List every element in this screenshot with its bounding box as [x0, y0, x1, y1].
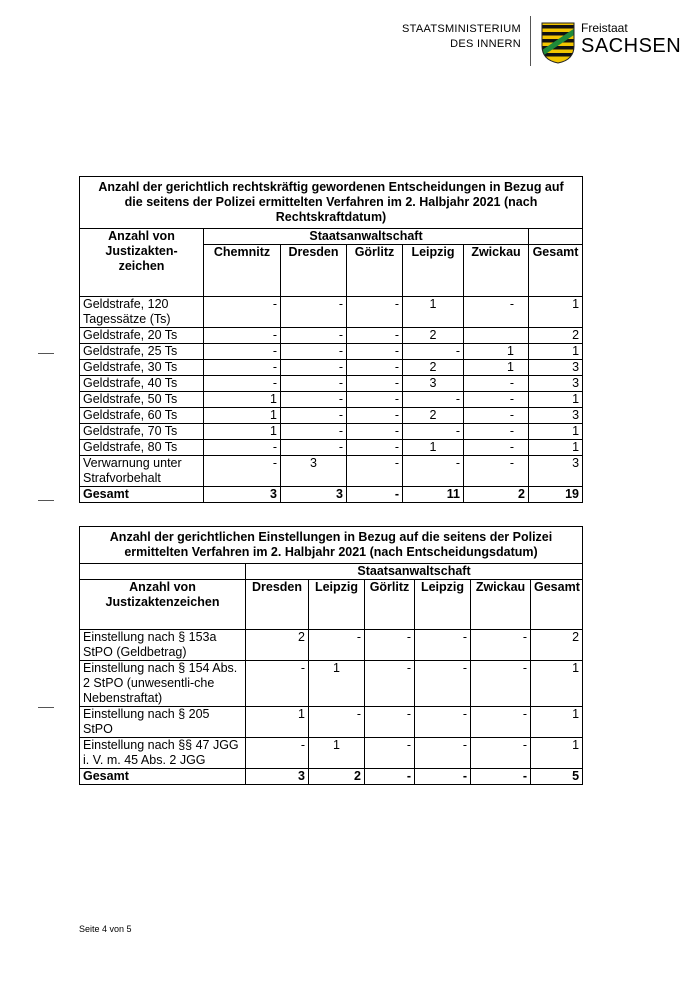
cell-value: -: [365, 738, 415, 769]
cell-value: -: [365, 661, 415, 707]
row-label: Geldstrafe, 120 Tagessätze (Ts): [80, 297, 204, 328]
cell-value: -: [347, 408, 403, 424]
cell-value: -: [403, 344, 464, 360]
total-value: -: [415, 769, 471, 785]
cell-value: 1: [403, 440, 464, 456]
total-value: 2: [464, 487, 529, 503]
cell-value: 1: [309, 661, 365, 707]
cell-value: -: [365, 707, 415, 738]
row-label: Geldstrafe, 25 Ts: [80, 344, 204, 360]
state-line-1: Freistaat: [581, 21, 628, 35]
cell-value: -: [204, 297, 281, 328]
table-row: [80, 328, 583, 344]
cell-value: 1: [531, 738, 583, 769]
cell-value: 2: [531, 630, 583, 661]
cell-value: -: [471, 661, 531, 707]
cell-value: -: [347, 456, 403, 487]
cell-value: 3: [403, 376, 464, 392]
cell-value: -: [365, 630, 415, 661]
column-header: Görlitz: [365, 580, 415, 630]
cell-value: 1: [531, 707, 583, 738]
cell-value: -: [347, 376, 403, 392]
cell-value: -: [347, 328, 403, 344]
margin-mark: [38, 353, 54, 354]
total-value: 3: [246, 769, 309, 785]
total-value: -: [347, 487, 403, 503]
cell-value: 1: [529, 392, 583, 408]
cell-value: -: [281, 440, 347, 456]
cell-value: -: [403, 424, 464, 440]
cell-value: -: [415, 738, 471, 769]
ministry-line-1: STAATSMINISTERIUM: [402, 23, 521, 35]
group-header: Staatsanwaltschaft: [246, 564, 583, 580]
total-row: [80, 769, 583, 785]
cell-value: -: [204, 328, 281, 344]
cell-value: -: [281, 328, 347, 344]
column-header: Dresden: [281, 245, 347, 297]
cell-value: -: [403, 456, 464, 487]
cell-value: 1: [529, 424, 583, 440]
cell-value: -: [471, 707, 531, 738]
cell-value: [464, 328, 529, 344]
cell-value: -: [204, 440, 281, 456]
cell-value: 1: [309, 738, 365, 769]
cell-value: 3: [529, 456, 583, 487]
row-label: Einstellung nach § 205 StPO: [80, 707, 246, 738]
cell-value: -: [347, 440, 403, 456]
row-label: Geldstrafe, 40 Ts: [80, 376, 204, 392]
cell-value: -: [281, 360, 347, 376]
total-row: [80, 487, 583, 503]
column-header: Dresden: [246, 580, 309, 630]
column-header: Gesamt: [531, 580, 583, 630]
table-row: [80, 360, 583, 376]
cell-value: 1: [531, 661, 583, 707]
cell-value: -: [347, 297, 403, 328]
total-value: 3: [204, 487, 281, 503]
row-header: Anzahl von Justizakten-zeichen: [80, 229, 204, 297]
cell-value: -: [281, 408, 347, 424]
cell-value: 2: [403, 328, 464, 344]
group-header: Staatsanwaltschaft: [204, 229, 529, 245]
row-header: Anzahl von Justizaktenzeichen: [80, 580, 246, 630]
row-label: Geldstrafe, 50 Ts: [80, 392, 204, 408]
table-row: [80, 738, 583, 769]
table-row: [80, 392, 583, 408]
cell-value: -: [347, 360, 403, 376]
row-label: Geldstrafe, 30 Ts: [80, 360, 204, 376]
ministry-line-2: DES INNERN: [450, 38, 521, 50]
cell-value: -: [471, 738, 531, 769]
column-header: Leipzig: [415, 580, 471, 630]
total-value: -: [471, 769, 531, 785]
row-label: Verwarnung unter Strafvorbehalt: [80, 456, 204, 487]
cell-value: 1: [204, 408, 281, 424]
cell-value: -: [246, 661, 309, 707]
cell-value: -: [347, 424, 403, 440]
total-value: -: [365, 769, 415, 785]
cell-value: -: [204, 376, 281, 392]
table-court-dismissals: [79, 526, 583, 785]
cell-value: -: [464, 408, 529, 424]
cell-value: 1: [204, 424, 281, 440]
empty-cell: [529, 229, 583, 245]
row-label: Geldstrafe, 70 Ts: [80, 424, 204, 440]
cell-value: -: [309, 630, 365, 661]
saxony-coat-of-arms-icon: [541, 22, 575, 64]
cell-value: -: [347, 392, 403, 408]
row-label: Einstellung nach § 154 Abs. 2 StPO (unwesentli-che Nebenstraftat): [80, 661, 246, 707]
cell-value: -: [281, 376, 347, 392]
column-header: Zwickau: [464, 245, 529, 297]
table-row: [80, 630, 583, 661]
empty-cell: [80, 564, 246, 580]
cell-value: -: [415, 630, 471, 661]
cell-value: 3: [529, 360, 583, 376]
cell-value: -: [204, 360, 281, 376]
column-header: Görlitz: [347, 245, 403, 297]
cell-value: 1: [403, 297, 464, 328]
cell-value: -: [347, 344, 403, 360]
ministry-name: [395, 22, 521, 52]
state-logo-text: [581, 22, 681, 57]
cell-value: -: [403, 392, 464, 408]
cell-value: -: [281, 424, 347, 440]
cell-value: 3: [529, 376, 583, 392]
row-label: Geldstrafe, 80 Ts: [80, 440, 204, 456]
table-title: Anzahl der gerichtlichen Einstellungen in Bezug auf die seitens der Polizei ermittelten Verfahren im 2. Halbjahr 2021 (nach Entscheidungsdatum): [80, 527, 583, 564]
table-row: [80, 456, 583, 487]
cell-value: 2: [403, 360, 464, 376]
cell-value: -: [281, 392, 347, 408]
total-value: 19: [529, 487, 583, 503]
margin-mark: [38, 500, 54, 501]
cell-value: -: [415, 707, 471, 738]
table-row: [80, 344, 583, 360]
cell-value: -: [464, 392, 529, 408]
cell-value: -: [464, 440, 529, 456]
cell-value: 1: [204, 392, 281, 408]
cell-value: 3: [529, 408, 583, 424]
margin-mark: [38, 707, 54, 708]
header-divider: [530, 16, 531, 66]
cell-value: 1: [464, 360, 529, 376]
cell-value: -: [281, 297, 347, 328]
table-row: [80, 408, 583, 424]
column-header: Leipzig: [309, 580, 365, 630]
column-header: Chemnitz: [204, 245, 281, 297]
cell-value: -: [246, 738, 309, 769]
cell-value: -: [464, 456, 529, 487]
row-label: Einstellung nach §§ 47 JGG i. V. m. 45 Abs. 2 JGG: [80, 738, 246, 769]
total-value: 3: [281, 487, 347, 503]
row-label: Einstellung nach § 153a StPO (Geldbetrag): [80, 630, 246, 661]
cell-value: -: [204, 456, 281, 487]
table-row: [80, 297, 583, 328]
cell-value: 1: [246, 707, 309, 738]
cell-value: 2: [403, 408, 464, 424]
cell-value: -: [415, 661, 471, 707]
column-header: Gesamt: [529, 245, 583, 297]
cell-value: -: [464, 297, 529, 328]
cell-value: -: [471, 630, 531, 661]
table-row: [80, 424, 583, 440]
cell-value: 2: [246, 630, 309, 661]
cell-value: -: [204, 344, 281, 360]
cell-value: -: [464, 424, 529, 440]
table-row: [80, 661, 583, 707]
cell-value: 2: [529, 328, 583, 344]
page-number: Seite 4 von 5: [79, 924, 132, 934]
cell-value: 1: [464, 344, 529, 360]
cell-value: 1: [529, 297, 583, 328]
cell-value: 3: [281, 456, 347, 487]
table-row: [80, 440, 583, 456]
state-line-2: SACHSEN: [581, 35, 682, 57]
row-label: Geldstrafe, 60 Ts: [80, 408, 204, 424]
row-label: Geldstrafe, 20 Ts: [80, 328, 204, 344]
table-row: [80, 707, 583, 738]
table-title: Anzahl der gerichtlich rechtskräftig gewordenen Entscheidungen in Bezug auf die seitens der Polizei ermittelten Verfahren im 2. Halbjahr 2021 (nach Rechtskraftdatum): [80, 177, 583, 229]
cell-value: 1: [529, 344, 583, 360]
cell-value: -: [464, 376, 529, 392]
column-header: Zwickau: [471, 580, 531, 630]
cell-value: -: [281, 344, 347, 360]
cell-value: -: [309, 707, 365, 738]
total-label: Gesamt: [80, 769, 246, 785]
total-value: 11: [403, 487, 464, 503]
column-header: Leipzig: [403, 245, 464, 297]
table-row: [80, 376, 583, 392]
total-value: 2: [309, 769, 365, 785]
total-value: 5: [531, 769, 583, 785]
total-label: Gesamt: [80, 487, 204, 503]
cell-value: 1: [529, 440, 583, 456]
table-court-decisions: [79, 176, 583, 503]
